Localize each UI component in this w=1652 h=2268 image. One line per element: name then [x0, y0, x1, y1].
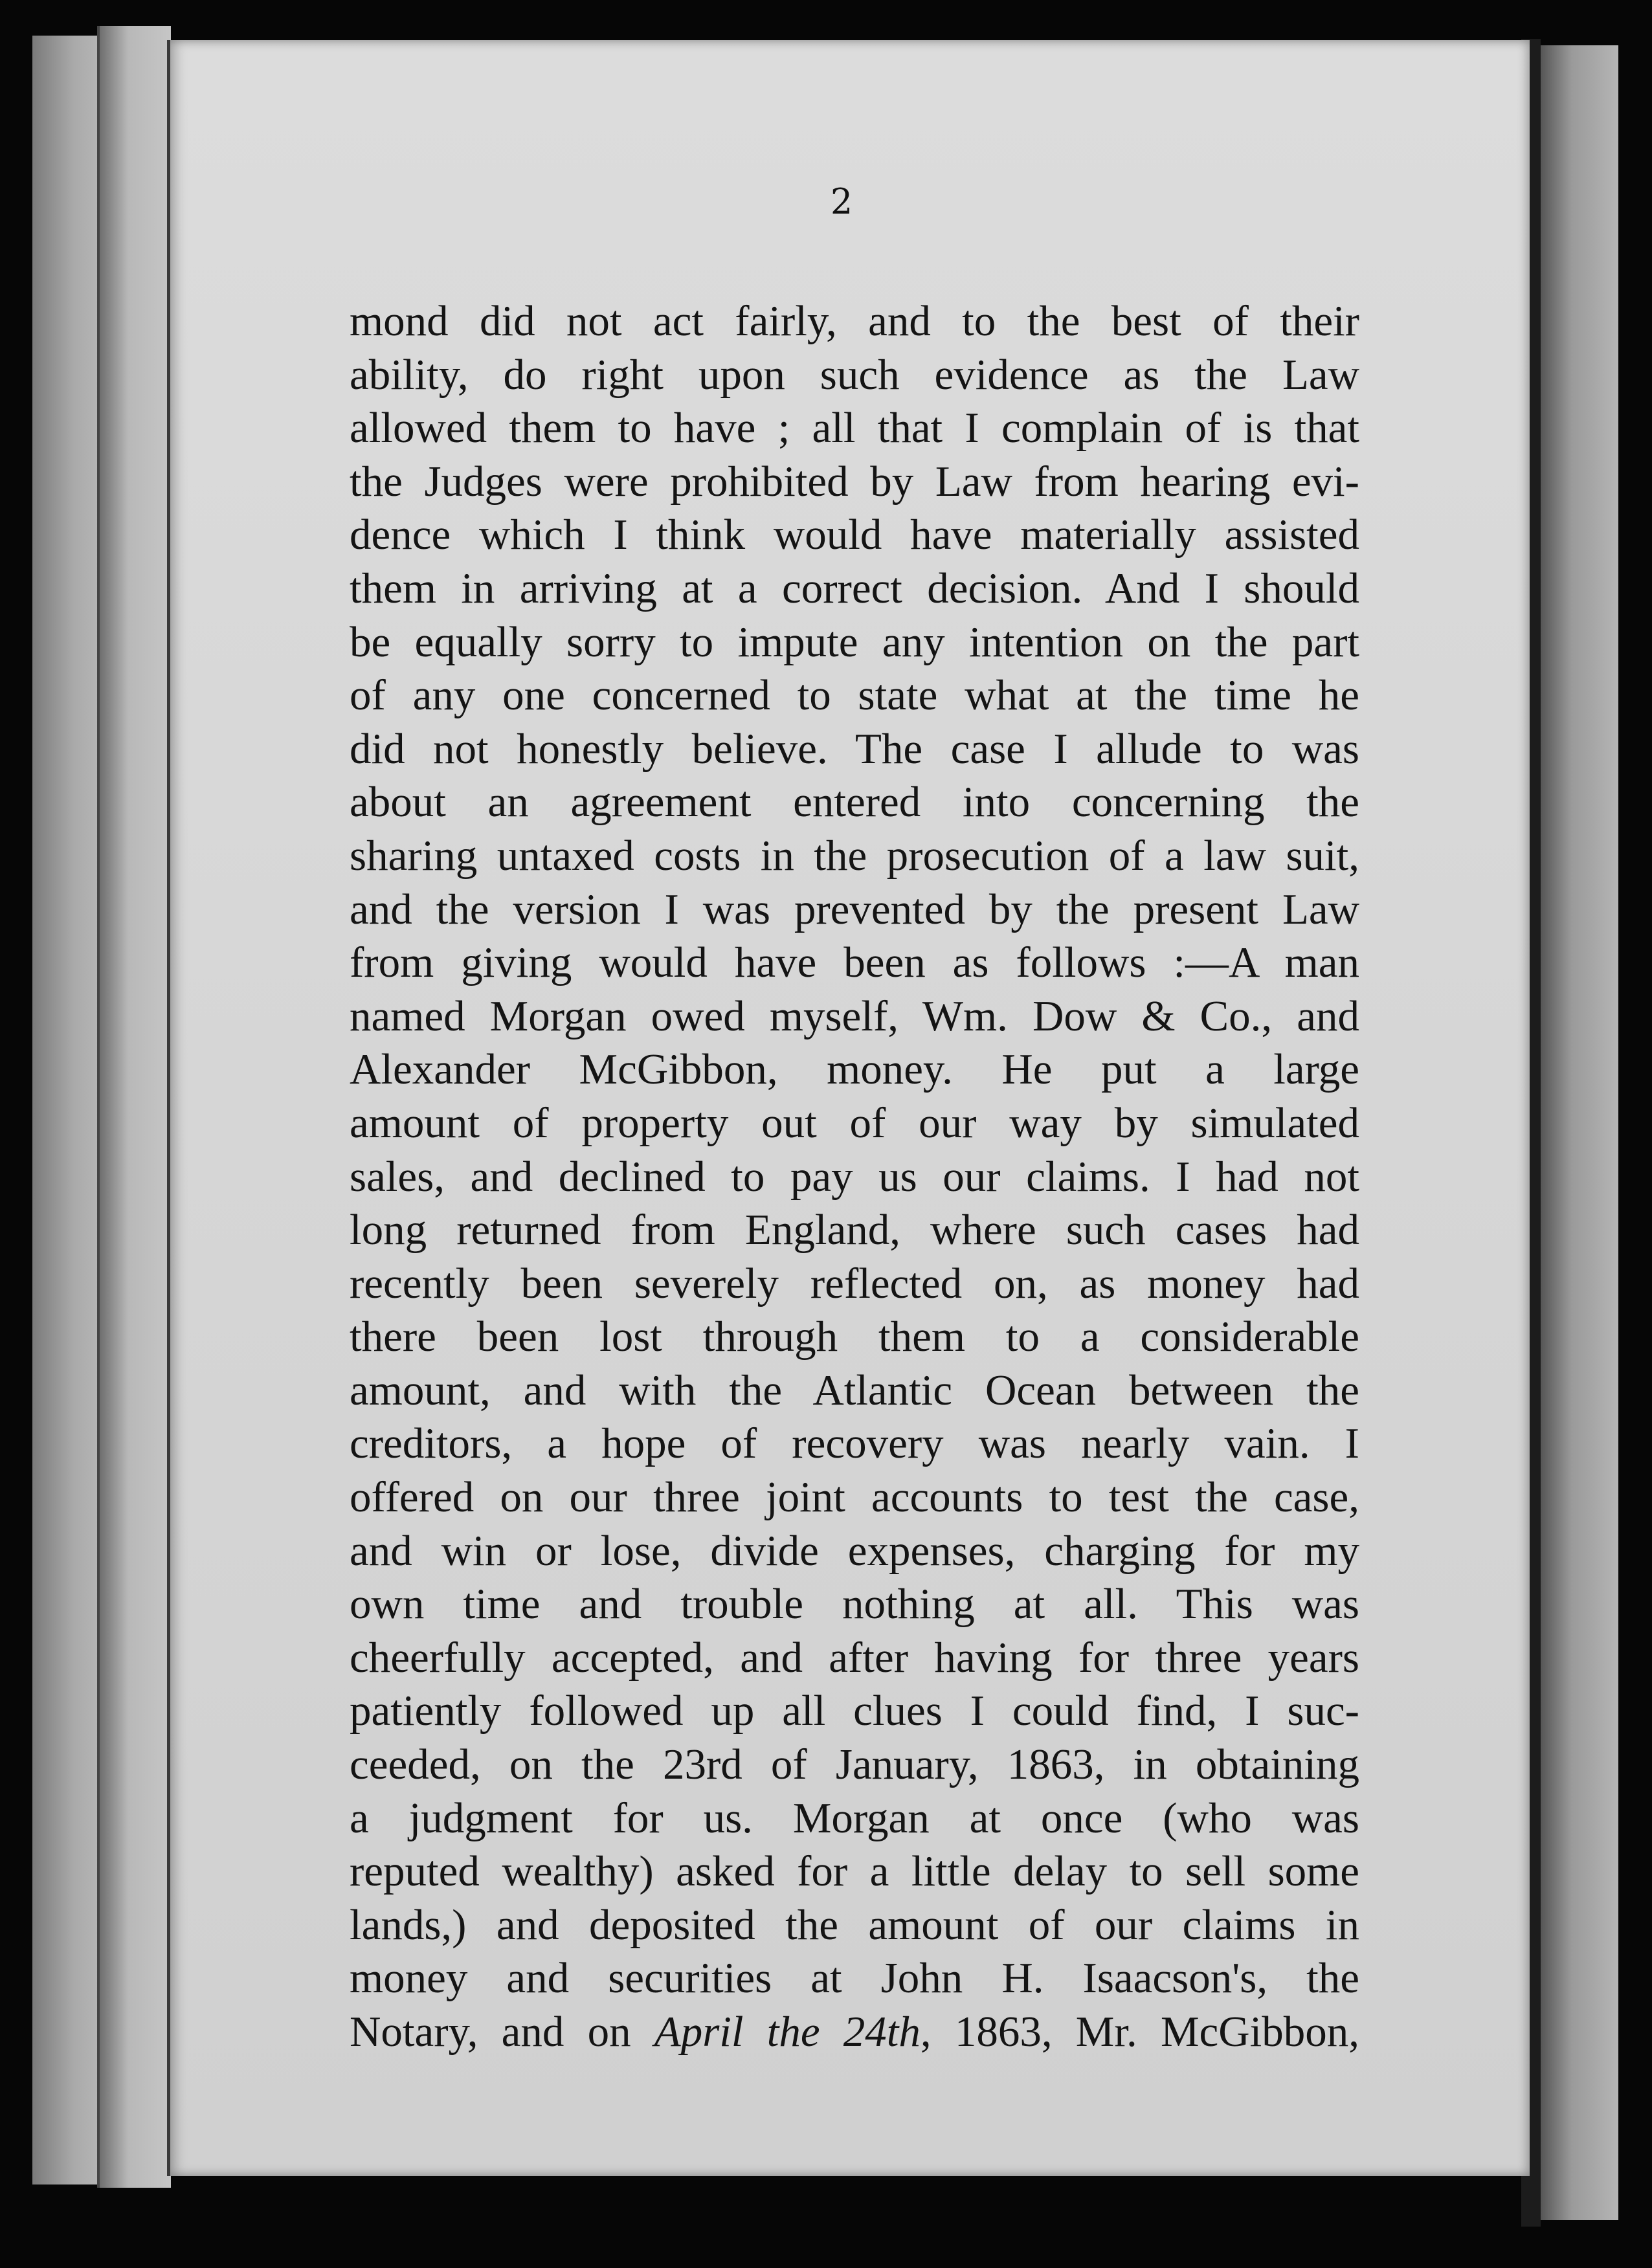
text-line: from giving would have been as follows :—A man	[350, 939, 1359, 987]
text-line: creditors, a hope of recovery was nearly vain. I	[350, 1419, 1359, 1468]
text-line: and win or lose, divide expenses, charging for my	[350, 1526, 1359, 1575]
text-line: a judgment for us. Morgan at once (who was	[350, 1794, 1359, 1842]
text-line: long returned from England, where such cases had	[350, 1206, 1359, 1254]
text-fragment: Notary, and on	[350, 2008, 654, 2056]
text-fragment: , 1863, Mr. McGibbon,	[920, 2008, 1360, 2056]
text-line: there been lost through them to a considerable	[350, 1313, 1359, 1361]
text-line: recently been severely reflected on, as money had	[350, 1259, 1359, 1307]
text-line: about an agreement entered into concerning the	[350, 778, 1359, 827]
text-line: amount, and with the Atlantic Ocean between the	[350, 1366, 1359, 1414]
text-line: dence which I think would have materially assisted	[350, 511, 1359, 559]
text-line: amount of property out of our way by simulated	[350, 1098, 1359, 1147]
text-line: money and securities at John H. Isaacson's, the	[350, 1954, 1359, 2003]
text-line-last	[350, 2005, 1359, 2059]
text-line: Alexander McGibbon, money. He put a large	[350, 1045, 1359, 1094]
text-line: offered on our three joint accounts to test the case,	[350, 1473, 1359, 1522]
text-line: lands,) and deposited the amount of our claims in	[350, 1900, 1359, 1949]
text-line: ability, do right upon such evidence as the Law	[350, 350, 1359, 399]
body-text	[350, 295, 1359, 2059]
text-line: sharing untaxed costs in the prosecution of a law suit,	[350, 831, 1359, 880]
text-line: them in arriving at a correct decision. And I should	[350, 564, 1359, 612]
text-line: named Morgan owed myself, Wm. Dow & Co., and	[350, 992, 1359, 1040]
italic-date: April the 24th	[654, 2008, 921, 2056]
text-line: mond did not act fairly, and to the best of their	[350, 297, 1359, 345]
text-line: reputed wealthy) asked for a little delay to sell some	[350, 1847, 1359, 1896]
text-line: cheerfully accepted, and after having for three years	[350, 1633, 1359, 1682]
text-line: own time and trouble nothing at all. This was	[350, 1580, 1359, 1629]
left-page-fold	[97, 26, 171, 2188]
text-line: patiently followed up all clues I could find, I suc-	[350, 1687, 1359, 1735]
text-line: the Judges were prohibited by Law from hearing evi-	[350, 457, 1359, 506]
text-line: allowed them to have ; all that I complain of is that	[350, 404, 1359, 452]
text-line: did not honestly believe. The case I allude to was	[350, 724, 1359, 773]
text-line: be equally sorry to impute any intention on the part	[350, 617, 1359, 666]
text-line: of any one concerned to state what at the time he	[350, 671, 1359, 720]
right-adjacent-page-edge	[1541, 45, 1618, 2220]
text-line: and the version I was prevented by the present Law	[350, 885, 1359, 933]
page-number: 2	[830, 181, 853, 222]
text-line: sales, and declined to pay us our claims. I had not	[350, 1152, 1359, 1201]
text-line: ceeded, on the 23rd of January, 1863, in obtaining	[350, 1740, 1359, 1789]
